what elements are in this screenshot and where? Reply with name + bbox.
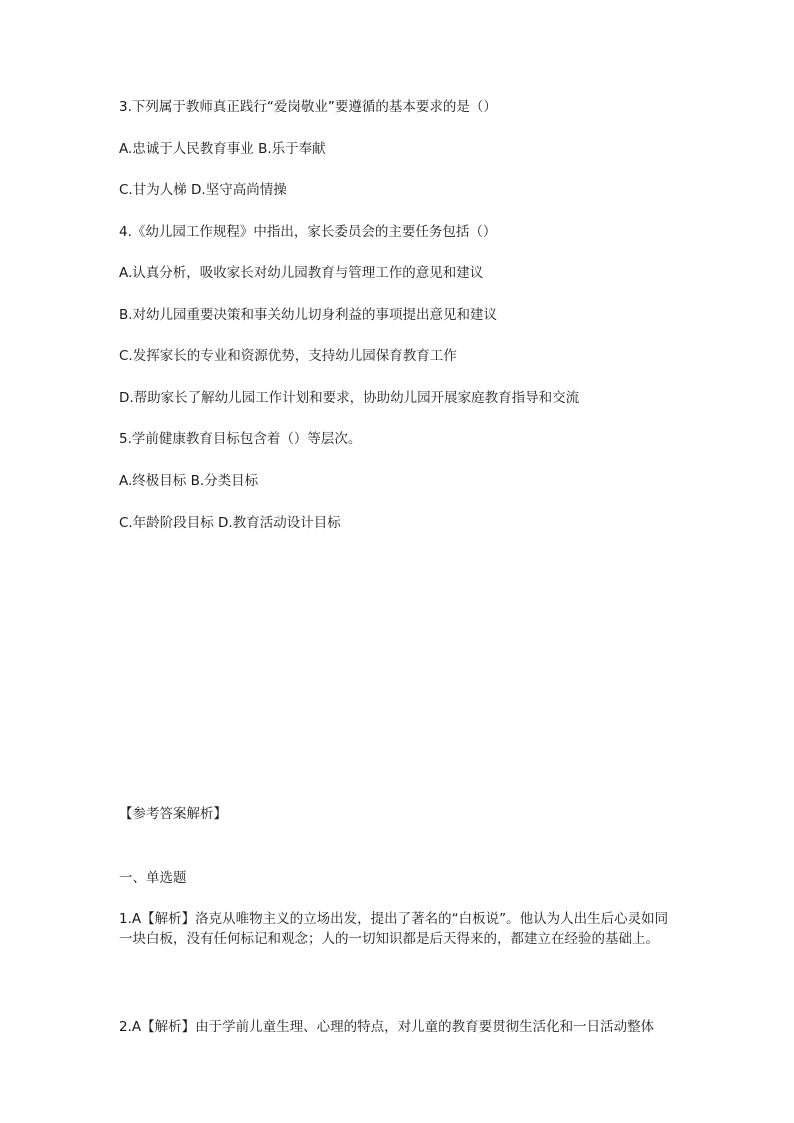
question-3-options-ab: A.忠诚于人民教育事业 B.乐于奉献 <box>119 141 326 157</box>
question-4-option-b: B.对幼儿园重要决策和事关幼儿切身利益的事项提出意见和建议 <box>119 307 498 323</box>
question-5-options-ab: A.终极目标 B.分类目标 <box>119 473 259 489</box>
question-4-option-c: C.发挥家长的专业和资源优势，支持幼儿园保育教育工作 <box>119 348 457 364</box>
question-3-options-cd: C.甘为人梯 D.坚守高尚情操 <box>119 182 287 198</box>
question-4-stem: 4.《幼儿园工作规程》中指出，家长委员会的主要任务包括（） <box>119 224 497 240</box>
answer-section-title: 【参考答案解析】 <box>119 806 227 822</box>
question-5-options-cd: C.年龄阶段目标 D.教育活动设计目标 <box>119 515 341 531</box>
answer-section-subtitle: 一、单选题 <box>119 870 187 886</box>
question-5-stem: 5.学前健康教育目标包含着（）等层次。 <box>119 431 362 447</box>
question-3-stem: 3.下列属于教师真正践行“爱岗敬业”要遵循的基本要求的是（） <box>119 99 497 115</box>
question-4-option-a: A.认真分析，吸收家长对幼儿园教育与管理工作的意见和建议 <box>119 265 484 281</box>
answer-item-1: 1.A【解析】洛克从唯物主义的立场出发，提出了著名的“白板说”。他认为人出生后心灵如同一块白板，没有任何标记和观念；人的一切知识都是后天得来的，都建立在经验的基础上。 <box>119 911 669 947</box>
question-4-option-d: D.帮助家长了解幼儿园工作计划和要求，协助幼儿园开展家庭教育指导和交流 <box>119 390 580 406</box>
answer-item-2: 2.A【解析】由于学前儿童生理、心理的特点，对儿童的教育要贯彻生活化和一日活动整体 <box>119 1019 655 1035</box>
